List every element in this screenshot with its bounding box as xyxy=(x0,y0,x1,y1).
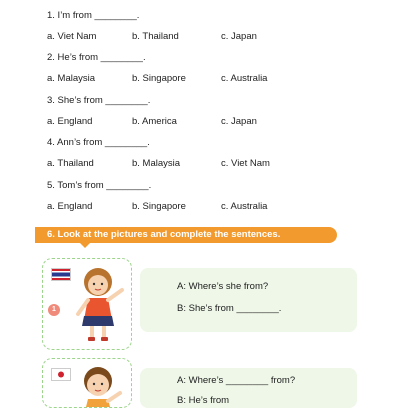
dialogue-line-a: A: Where’s ________ from? xyxy=(177,375,296,386)
option-b: b. America xyxy=(132,116,177,127)
girl-illustration xyxy=(68,264,128,344)
sentence-card-1 xyxy=(140,268,357,332)
question-stem: 5. Tom’s from ________. xyxy=(47,180,152,191)
option-b: b. Malaysia xyxy=(132,158,181,169)
section-header: 6. Look at the pictures and complete the sentences. xyxy=(35,227,337,243)
option-c: c. Japan xyxy=(221,116,257,127)
option-a: a. England xyxy=(47,201,93,212)
picture-card-1 xyxy=(42,258,132,350)
option-a: a. Thailand xyxy=(47,158,94,169)
option-a: a. Viet Nam xyxy=(47,31,97,42)
option-c: c. Japan xyxy=(221,31,257,42)
question-stem: 3. She’s from ________. xyxy=(47,95,151,106)
picture-card-2 xyxy=(42,358,132,408)
option-b: b. Thailand xyxy=(132,31,179,42)
option-b: b. Singapore xyxy=(132,73,186,84)
option-a: a. Malaysia xyxy=(47,73,96,84)
question-stem: 2. He’s from ________. xyxy=(47,52,146,63)
option-a: a. England xyxy=(47,116,93,127)
option-c: c. Australia xyxy=(221,73,268,84)
option-c: c. Australia xyxy=(221,201,268,212)
option-b: b. Singapore xyxy=(132,201,186,212)
sentence-card-2 xyxy=(140,368,357,408)
question-stem: 1. I’m from ________. xyxy=(47,10,140,21)
question-stem: 4. Ann’s from ________. xyxy=(47,137,150,148)
dialogue-line-b: B: She’s from ________. xyxy=(177,303,282,314)
dialogue-line-a: A: Where’s she from? xyxy=(177,281,269,292)
boy-illustration xyxy=(68,363,128,407)
option-c: c. Viet Nam xyxy=(221,158,270,169)
dialogue-line-b: B: He’s from xyxy=(177,395,230,406)
item-number-badge: 1 xyxy=(48,304,60,316)
